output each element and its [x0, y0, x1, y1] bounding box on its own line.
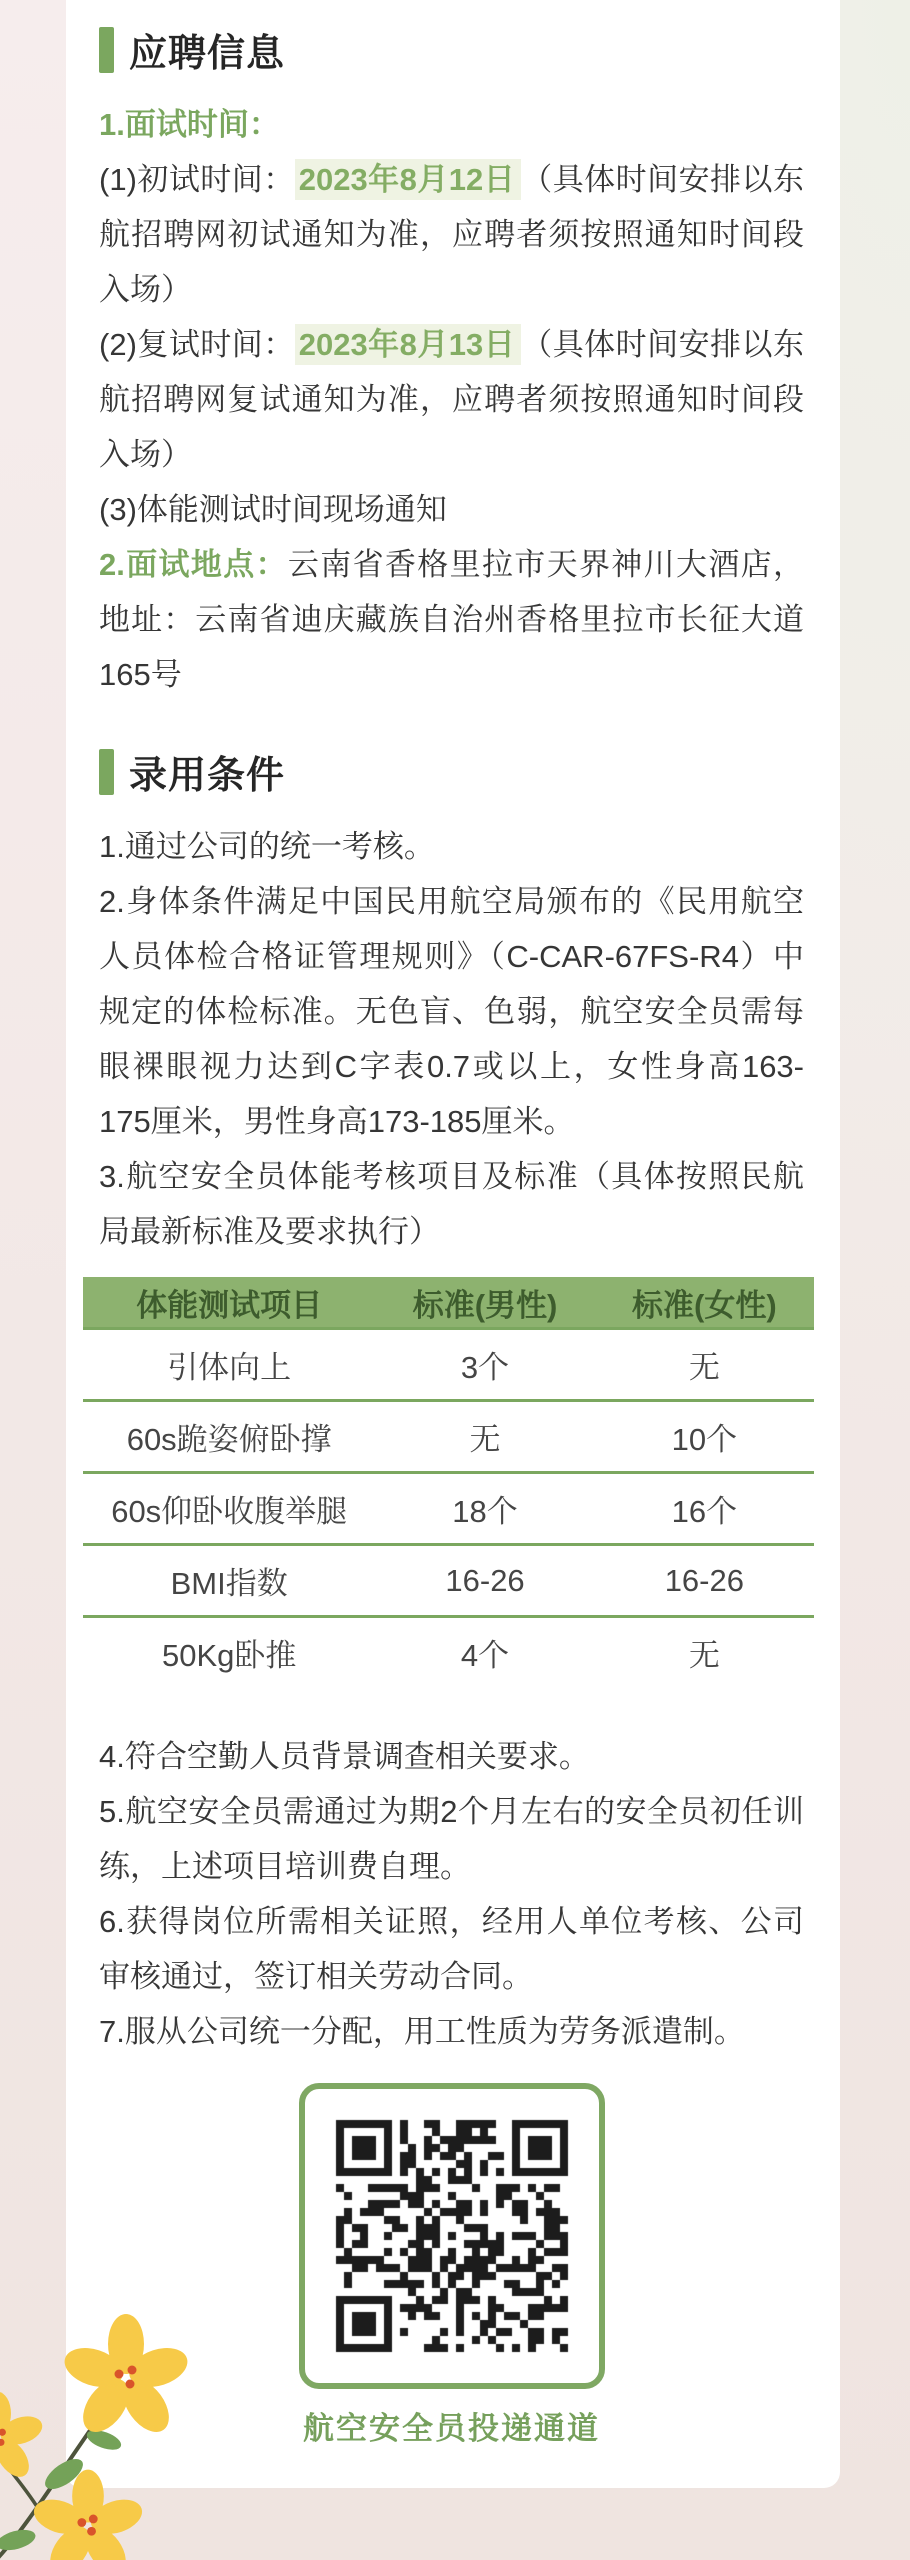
table-row — [83, 1473, 814, 1545]
section-title: 录用条件 — [129, 755, 286, 797]
section-accent-bar — [99, 27, 114, 73]
fitness-table-body — [83, 1329, 814, 1688]
table-cell: 60s跪姿俯卧撑 — [83, 1401, 375, 1473]
column-header-male-standard: 标准(男性) — [375, 1277, 594, 1329]
table-cell: 18个 — [375, 1473, 594, 1545]
table-row — [83, 1401, 814, 1473]
text-segment: （具体时间安排以东航招聘网初试通知为准，应聘者须按照通知时间段入场） — [99, 162, 805, 307]
text-segment: 7.服从公司统一分配，用工性质为劳务派遣制。 — [99, 2014, 745, 2049]
text-segment: （具体时间安排以东航招聘网复试通知为准，应聘者须按照通知时间段入场） — [99, 327, 805, 472]
paragraph — [99, 1784, 804, 1894]
text-segment: (2)复试时间： — [99, 327, 295, 362]
paragraph — [99, 874, 804, 1149]
fitness-test-table — [83, 1277, 814, 1687]
qr-frame — [299, 2083, 605, 2389]
qr-caption: 航空安全员投递通道 — [303, 2411, 600, 2446]
text-segment: 云南省香格里拉市天界神川大酒店，地址：云南省迪庆藏族自治州香格里拉市长征大道165号 — [99, 547, 805, 692]
recruit-info-paragraphs — [99, 97, 804, 702]
table-row — [83, 1329, 814, 1401]
text-segment: 5.航空安全员需通过为期2个月左右的安全员初任训练，上述项目培训费自理。 — [99, 1794, 804, 1884]
green-label: 1.面试时间： — [99, 107, 280, 142]
section-accent-bar — [99, 749, 114, 795]
paragraph — [99, 819, 804, 874]
text-segment: (1)初试时间： — [99, 162, 295, 197]
table-row — [83, 1545, 814, 1617]
table-row — [83, 1617, 814, 1688]
table-cell: 3个 — [375, 1329, 594, 1401]
paragraph — [99, 1894, 804, 2004]
qr-code[interactable] — [332, 2116, 572, 2356]
fitness-table-header — [83, 1277, 814, 1329]
column-header-female-standard: 标准(女性) — [595, 1277, 814, 1329]
table-cell: 50Kg卧推 — [83, 1617, 375, 1688]
table-cell: 60s仰卧收腹举腿 — [83, 1473, 375, 1545]
column-header-test-item: 体能测试项目 — [83, 1277, 375, 1329]
table-cell: 无 — [375, 1401, 594, 1473]
text-segment: 3.航空安全员体能考核项目及标准（具体按照民航局最新标准及要求执行） — [99, 1159, 804, 1249]
table-cell: 引体向上 — [83, 1329, 375, 1401]
qr-section — [299, 2083, 605, 2389]
green-label: 2.面试地点： — [99, 547, 288, 582]
content-card — [66, 0, 840, 2488]
table-cell: BMI指数 — [83, 1545, 375, 1617]
highlighted-date: 2023年8月12日 — [295, 159, 522, 200]
section-header-recruit-info — [99, 22, 804, 77]
table-cell: 无 — [595, 1617, 814, 1688]
table-cell: 16-26 — [375, 1545, 594, 1617]
section-title: 应聘信息 — [129, 33, 286, 75]
section-header-requirements — [99, 744, 804, 799]
paragraph — [99, 1729, 804, 1784]
text-segment: 1.通过公司的统一考核。 — [99, 829, 435, 864]
table-cell: 16个 — [595, 1473, 814, 1545]
paragraph — [99, 152, 804, 317]
text-segment: (3)体能测试时间现场通知 — [99, 492, 447, 527]
table-cell: 4个 — [375, 1617, 594, 1688]
table-cell: 无 — [595, 1329, 814, 1401]
requirements-paragraphs-before-table — [99, 819, 804, 1259]
paragraph — [99, 1149, 804, 1259]
paragraph — [99, 482, 804, 537]
table-cell: 16-26 — [595, 1545, 814, 1617]
paragraph — [99, 537, 804, 702]
paragraph — [99, 317, 804, 482]
requirements-paragraphs-after-table — [99, 1729, 804, 2059]
paragraph — [99, 97, 804, 152]
highlighted-date: 2023年8月13日 — [295, 324, 522, 365]
text-segment: 4.符合空勤人员背景调查相关要求。 — [99, 1739, 590, 1774]
text-segment: 2.身体条件满足中国民用航空局颁布的《民用航空人员体检合格证管理规则》（C-CAR-67FS-R4）中规定的体检标准。无色盲、色弱，航空安全员需每眼裸眼视力达到C字表0.7或以上，女性身高163-175厘米，男性身高173-185厘米。 — [99, 884, 804, 1139]
text-segment: 6.获得岗位所需相关证照，经用人单位考核、公司审核通过，签订相关劳动合同。 — [99, 1904, 804, 1994]
table-cell: 10个 — [595, 1401, 814, 1473]
paragraph — [99, 2004, 804, 2059]
